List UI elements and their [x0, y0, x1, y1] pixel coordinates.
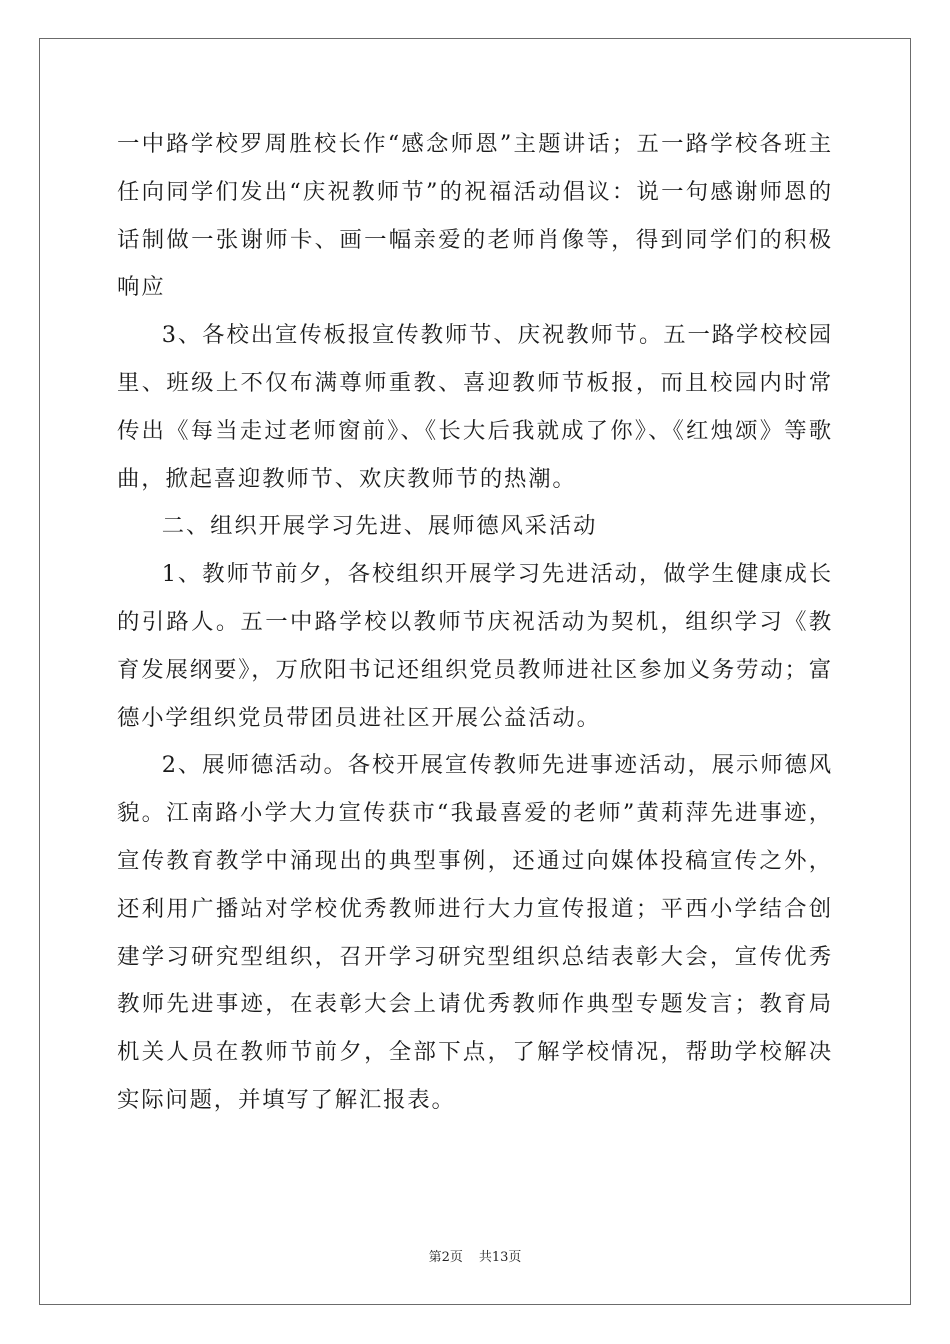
page-number: 第2页	[428, 1250, 463, 1265]
section-heading: 二、组织开展学习先进、展师德风采活动	[161, 513, 598, 540]
paragraph-2: 3、各校出宣传板报宣传教师节、庆祝教师节。五一路学校校园里、班级上不仅布满尊师重教、喜迎教师节板报，而且校园内时常传出《每当走过老师窗前》、《长大后我就成了你》、《红烛颂》等歌曲，掀起喜迎教师节、欢庆教师节的热潮。	[117, 322, 833, 492]
paragraph-3: 1、教师节前夕，各校组织开展学习先进活动，做学生健康成长的引路人。五一中路学校以教师节庆祝活动为契机，组织学习《教育发展纲要》，万欣阳书记还组织党员教师进社区参加义务劳动；富德小学组织党员带团员进社区开展公益活动。	[117, 561, 833, 731]
page-footer	[0, 1246, 950, 1265]
page-total: 共13页	[478, 1250, 522, 1265]
paragraph-4: 2、展师德活动。各校开展宣传教师先进事迹活动，展示师德风貌。江南路小学大力宣传获市“我最喜爱的老师”黄莉萍先进事迹，宣传教育教学中涌现出的典型事例，还通过向媒体投稿宣传之外，还利用广播站对学校优秀教师进行大力宣传报道；平西小学结合创建学习研究型组织，召开学习研究型组织总结表彰大会，宣传优秀教师先进事迹，在表彰大会上请优秀教师作典型专题发言；教育局机关人员在教师节前夕，全部下点，了解学校情况，帮助学校解决实际问题，并填写了解汇报表。	[117, 752, 833, 1113]
paragraph-1: 一中路学校罗周胜校长作“感念师恩”主题讲话；五一路学校各班主任向同学们发出“庆祝教师节”的祝福活动倡议：说一句感谢师恩的话制做一张谢师卡、画一幅亲爱的老师肖像等，得到同学们的积极响应	[117, 131, 833, 301]
document-body	[117, 121, 833, 1125]
